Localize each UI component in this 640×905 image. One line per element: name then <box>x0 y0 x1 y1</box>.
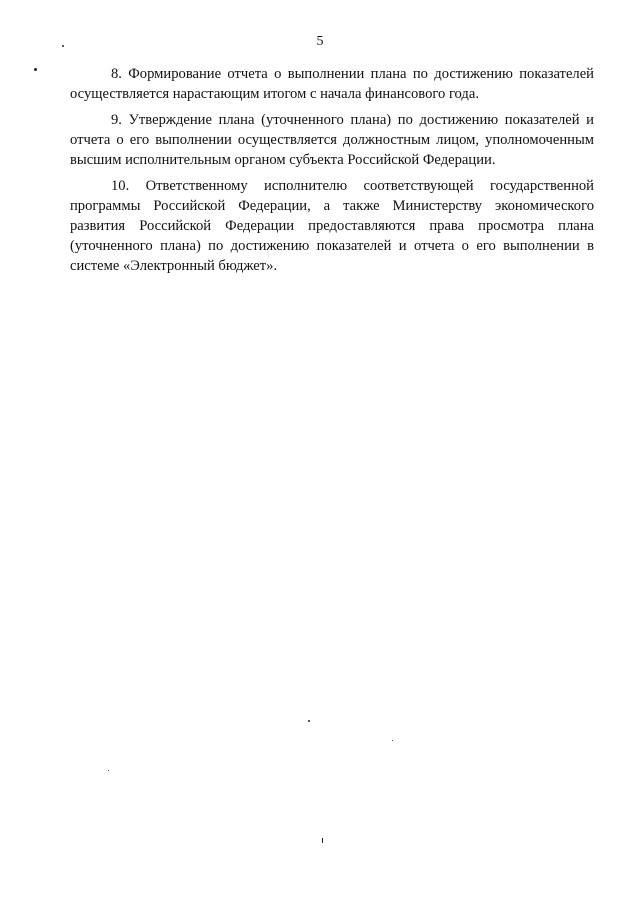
document-body <box>70 64 594 282</box>
scan-speck <box>62 45 64 47</box>
scan-speck <box>308 720 310 722</box>
scan-speck <box>34 68 37 71</box>
scan-speck <box>108 770 109 771</box>
page-number: 5 <box>316 34 324 49</box>
paragraph-10: 10. Ответственному исполнителю соответствующей государственной программы Российской Федерации, а также Министерству экономического развития Российской Федерации предоставляются права просмотра плана (уточненного плана) по достижению показателей и отчета о его выполнении в системе «Электронный бюджет». <box>70 178 594 274</box>
paragraph-8: 8. Формирование отчета о выполнении плана по достижению показателей осуществляется нарастающим итогом с начала финансового года. <box>70 66 594 102</box>
scan-speck <box>322 838 323 843</box>
scan-speck <box>392 740 393 741</box>
paragraph-9: 9. Утверждение плана (уточненного плана) по достижению показателей и отчета о его выполнении осуществляется должностным лицом, уполномоченным высшим исполнительным органом субъекта Российской Федерации. <box>70 112 594 168</box>
